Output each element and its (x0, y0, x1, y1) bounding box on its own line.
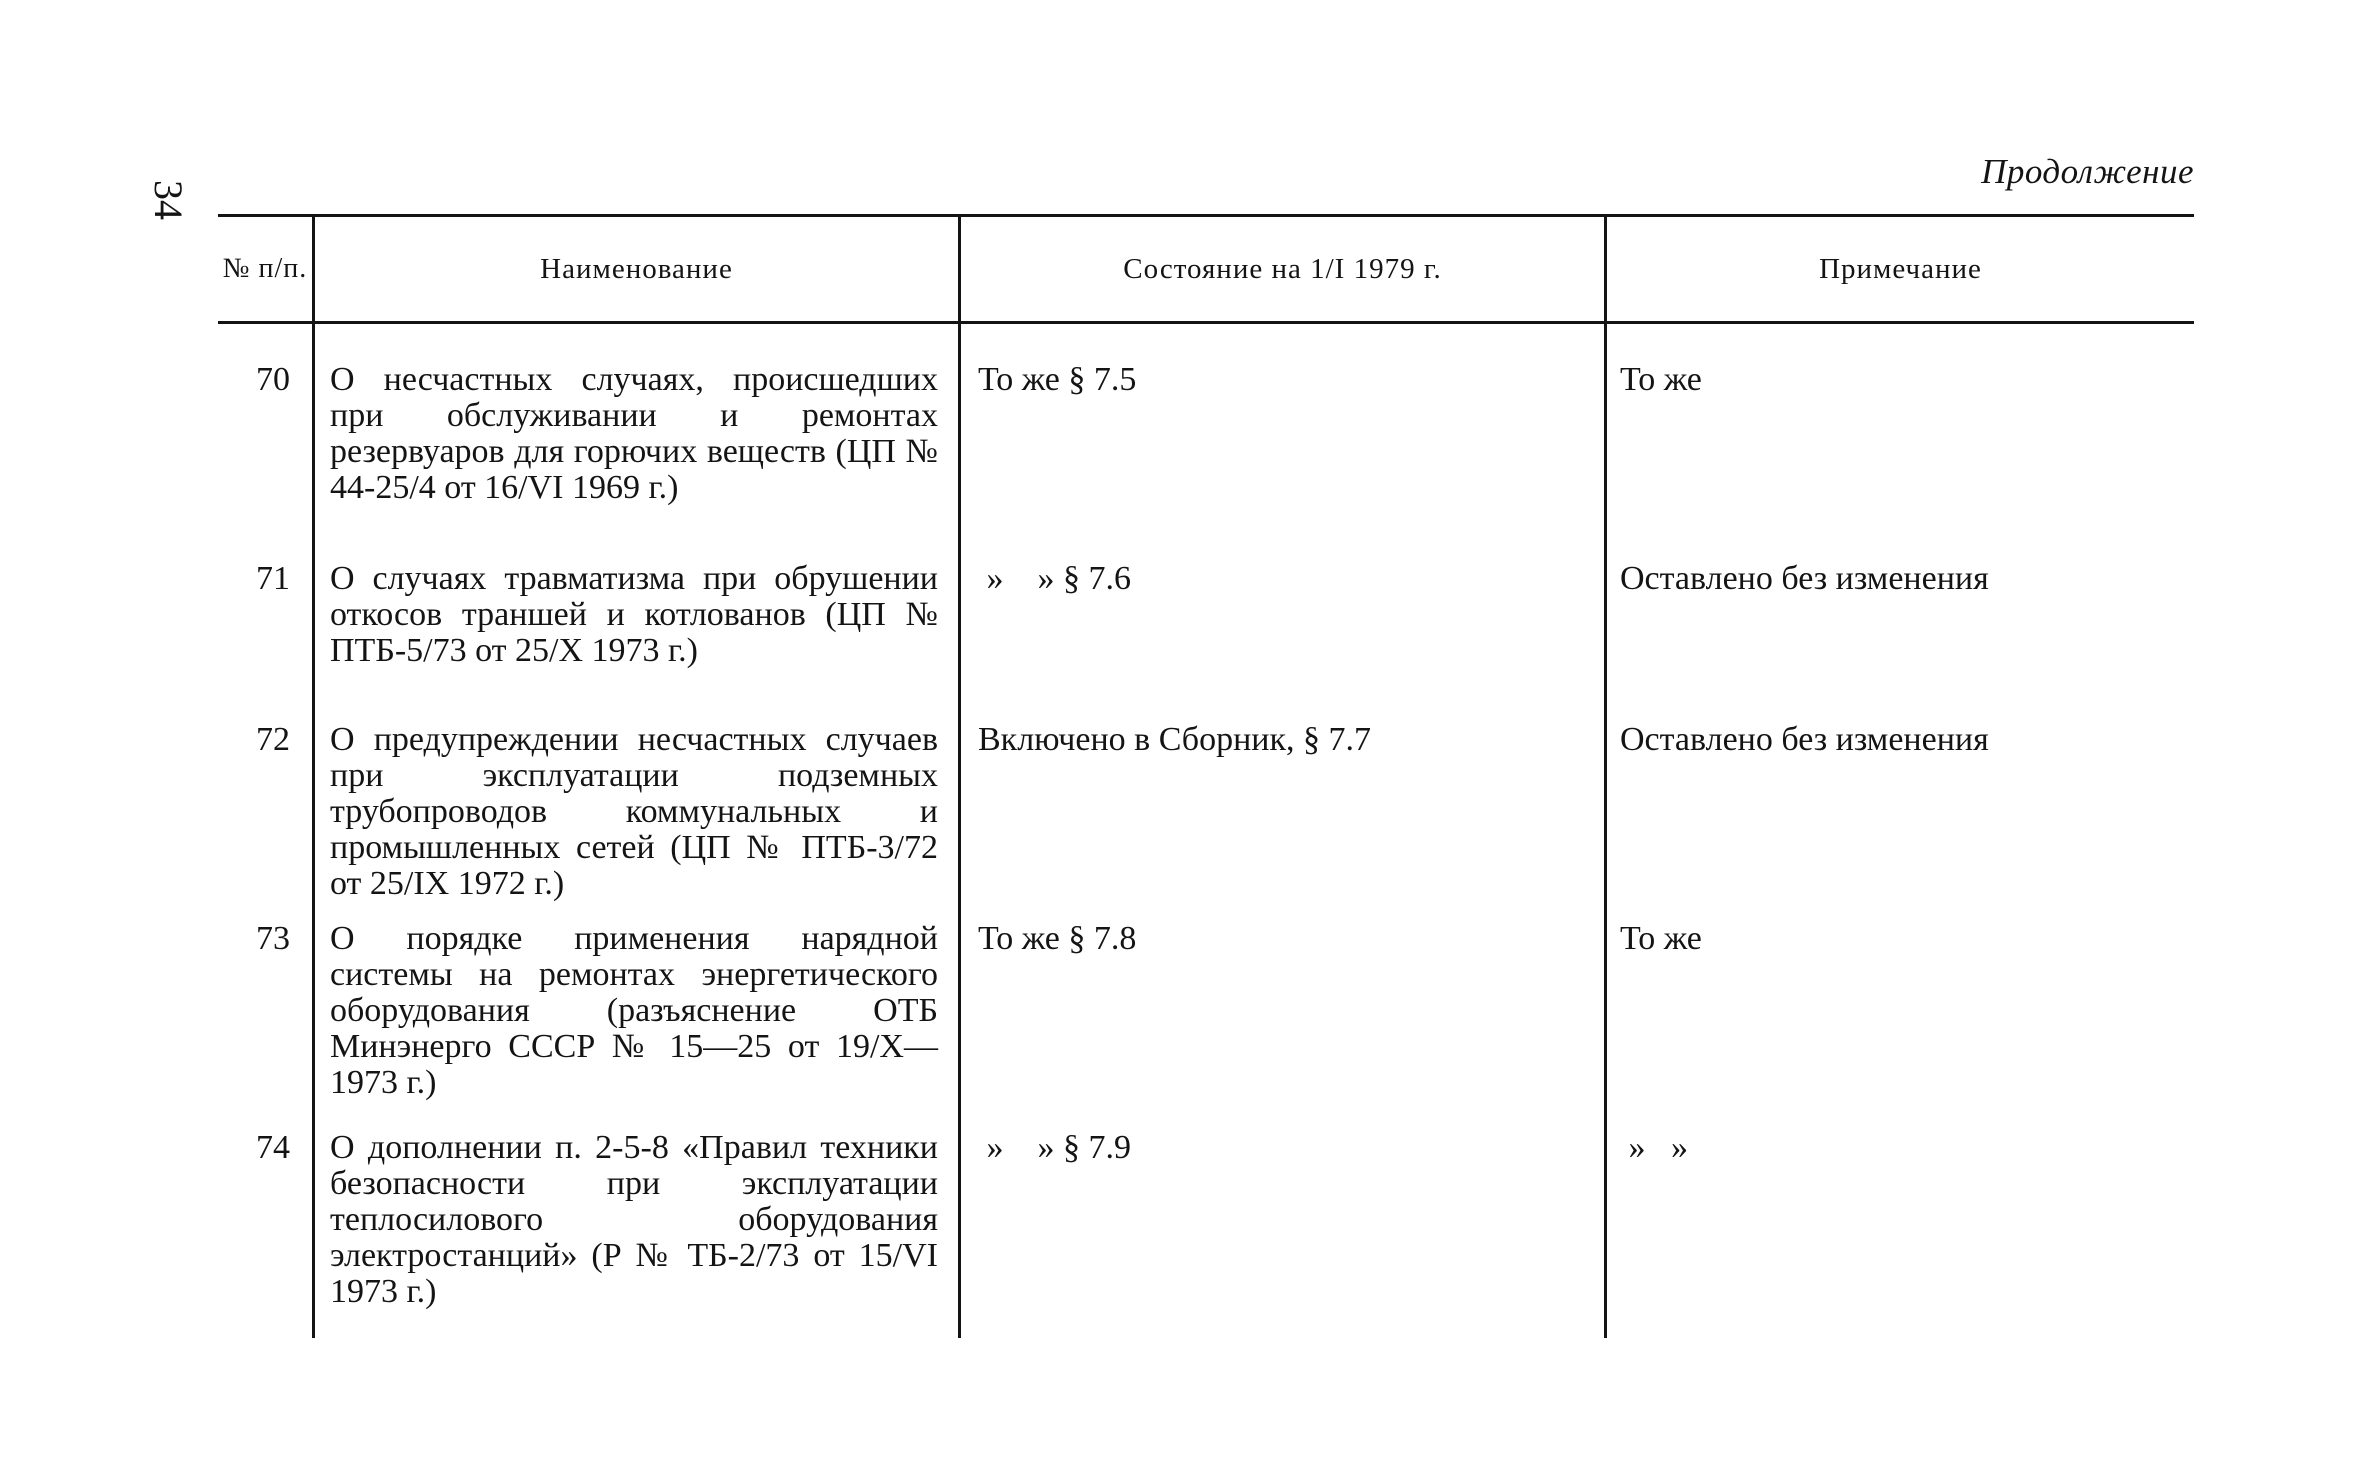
header-bottom-rule (218, 321, 2194, 324)
row-note: То же (1620, 361, 1702, 398)
row-number: 72 (256, 721, 290, 758)
row-number: 71 (256, 560, 290, 597)
row-note: То же (1620, 920, 1702, 957)
column-divider (958, 214, 961, 1338)
header-state: Состояние на 1/I 1979 г. (1123, 252, 1442, 285)
row-number: 74 (256, 1129, 290, 1166)
column-divider (312, 214, 315, 1338)
row-name: О случаях травматизма при обрушении откосов траншей и котлованов (ЦП № ПТБ-5/73 от 25/X 1973 г.) (330, 560, 938, 669)
row-state: » » § 7.6 (978, 560, 1131, 597)
row-name: О дополнении п. 2-5-8 «Правил техники безопасности при эксплуатации теплосилового оборудования электростанций» (Р № ТБ-2/73 от 15/VI 1973 г.) (330, 1129, 938, 1310)
row-name: О предупреждении несчастных случаев при эксплуатации подземных трубопроводов коммунальных и промышленных сетей (ЦП № ПТБ-3/72 от 25/IX 1972 г.) (330, 721, 938, 902)
row-name: О несчастных случаях, происшедших при обслуживании и ремонтах резервуаров для горючих веществ (ЦП № 44-25/4 от 16/VI 1969 г.) (330, 361, 938, 506)
header-note: Примечание (1819, 252, 1982, 285)
row-state: » » § 7.9 (978, 1129, 1131, 1166)
header-name: Наименование (540, 252, 733, 285)
row-number: 70 (256, 361, 290, 398)
row-state: Включено в Сборник, § 7.7 (978, 721, 1372, 758)
row-state: То же § 7.8 (978, 920, 1137, 957)
row-number: 73 (256, 920, 290, 957)
row-note: » » (1620, 1129, 1688, 1166)
row-note: Оставлено без изменения (1620, 721, 1989, 758)
row-note: Оставлено без изменения (1620, 560, 1989, 597)
row-name: О порядке применения нарядной системы на ремонтах энергетического оборудования (разъяснение ОТБ Минэнерго СССР № 15—25 от 19/X—1973 г.) (330, 920, 938, 1101)
row-state: То же § 7.5 (978, 361, 1137, 398)
page-number: 34 (146, 180, 191, 220)
continuation-label: Продолжение (1981, 152, 2194, 191)
header-num: № п/п. (222, 253, 308, 285)
document-table (218, 214, 2194, 1338)
column-divider (1604, 214, 1607, 1338)
